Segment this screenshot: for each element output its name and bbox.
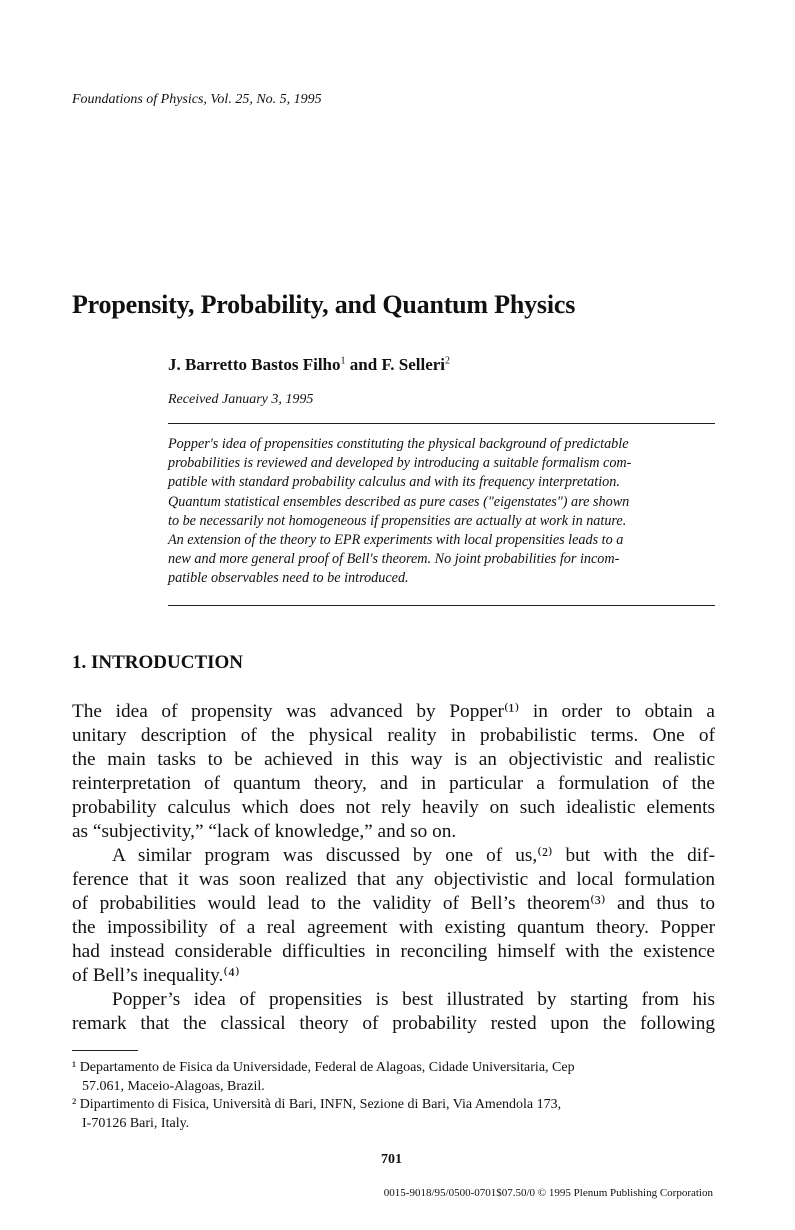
footnote-line: ² Dipartimento di Fisica, Università di Bari, INFN, Sezione di Bari, Via Amendola 173, (72, 1097, 562, 1112)
author-name: J. Barretto Bastos Filho (168, 355, 341, 374)
body-line: probability calculus which does not rely heavily on such idealistic elements (72, 797, 715, 818)
section-heading: 1. INTRODUCTION (72, 652, 244, 673)
abstract-line: new and more general proof of Bell's theorem. No joint probabilities for incom- (168, 551, 620, 568)
abstract-line: Popper's idea of propensities constituting the physical background of predictable (168, 436, 629, 452)
body-line: the main tasks to be achieved in this way is an objectivistic and realistic (72, 749, 715, 770)
abstract (168, 435, 715, 589)
authors-line (168, 355, 450, 375)
copyright-line: 0015-9018/95/0500-0701$07.50/0 © 1995 Plenum Publishing Corporation (383, 1187, 713, 1199)
abstract-line: Quantum statistical ensembles described as pure cases ("eigenstates") are shown (168, 493, 630, 510)
abstract-line: probabilities is reviewed and developed by introducing a suitable formalism com- (168, 455, 632, 472)
author-connector: and (345, 355, 382, 374)
abstract-line: to be necessarily not homogeneous if propensities are actually at work in nature. (168, 512, 627, 529)
body-line: as “subjectivity,” “lack of knowledge,” and so on. (72, 821, 457, 842)
footnote-line: ¹ Departamento de Fisica da Universidade, Federal de Alagoas, Cidade Universitaria, Cep (72, 1060, 575, 1075)
abstract-line: An extension of the theory to EPR experiments with local propensities leads to a (168, 532, 624, 549)
abstract-top-rule (168, 423, 715, 424)
body-line: reinterpretation of quantum theory, and in particular a formulation of the (72, 773, 715, 794)
body-line: the impossibility of a real agreement with existing quantum theory. Popper (72, 917, 715, 938)
affiliation-mark: 1 (340, 355, 346, 367)
abstract-line: patible with standard probability calculus and with its frequency interpretation. (168, 474, 620, 491)
body-line: had instead considerable difficulties in reconciling himself with the existence (72, 941, 715, 962)
body-line: A similar program was discussed by one of us,⁽²⁾ but with the dif- (112, 845, 715, 866)
body-line: unitary description of the physical reality in probabilistic terms. One of (72, 725, 715, 746)
footnotes (72, 1059, 715, 1133)
paper-title: Propensity, Probability, and Quantum Physics (72, 290, 576, 319)
body-line: of Bell’s inequality.⁽⁴⁾ (72, 965, 240, 986)
body-line: remark that the classical theory of probability rested upon the following (72, 1013, 715, 1034)
body-line: ference that it was soon realized that any objectivistic and local formulation (72, 869, 715, 890)
journal-header: Foundations of Physics, Vol. 25, No. 5, 1995 (72, 92, 322, 107)
abstract-line: patible observables need to be introduced. (168, 570, 409, 587)
body-line: The idea of propensity was advanced by Popper⁽¹⁾ in order to obtain a (72, 701, 715, 722)
body-line: of probabilities would lead to the validity of Bell’s theorem⁽³⁾ and thus to (72, 893, 715, 914)
footnote-line: I-70126 Bari, Italy. (82, 1115, 190, 1131)
affiliation-mark: 2 (445, 355, 451, 367)
abstract-bottom-rule (168, 605, 715, 606)
footnote-line: 57.061, Maceio-Alagoas, Brazil. (82, 1078, 265, 1094)
body-line: Popper’s idea of propensities is best illustrated by starting from his (112, 989, 715, 1010)
author-name: F. Selleri (381, 355, 446, 374)
page-number: 701 (381, 1152, 402, 1167)
received-date: Received January 3, 1995 (168, 392, 314, 407)
body-text (72, 700, 715, 1036)
footnote-rule (72, 1050, 138, 1051)
